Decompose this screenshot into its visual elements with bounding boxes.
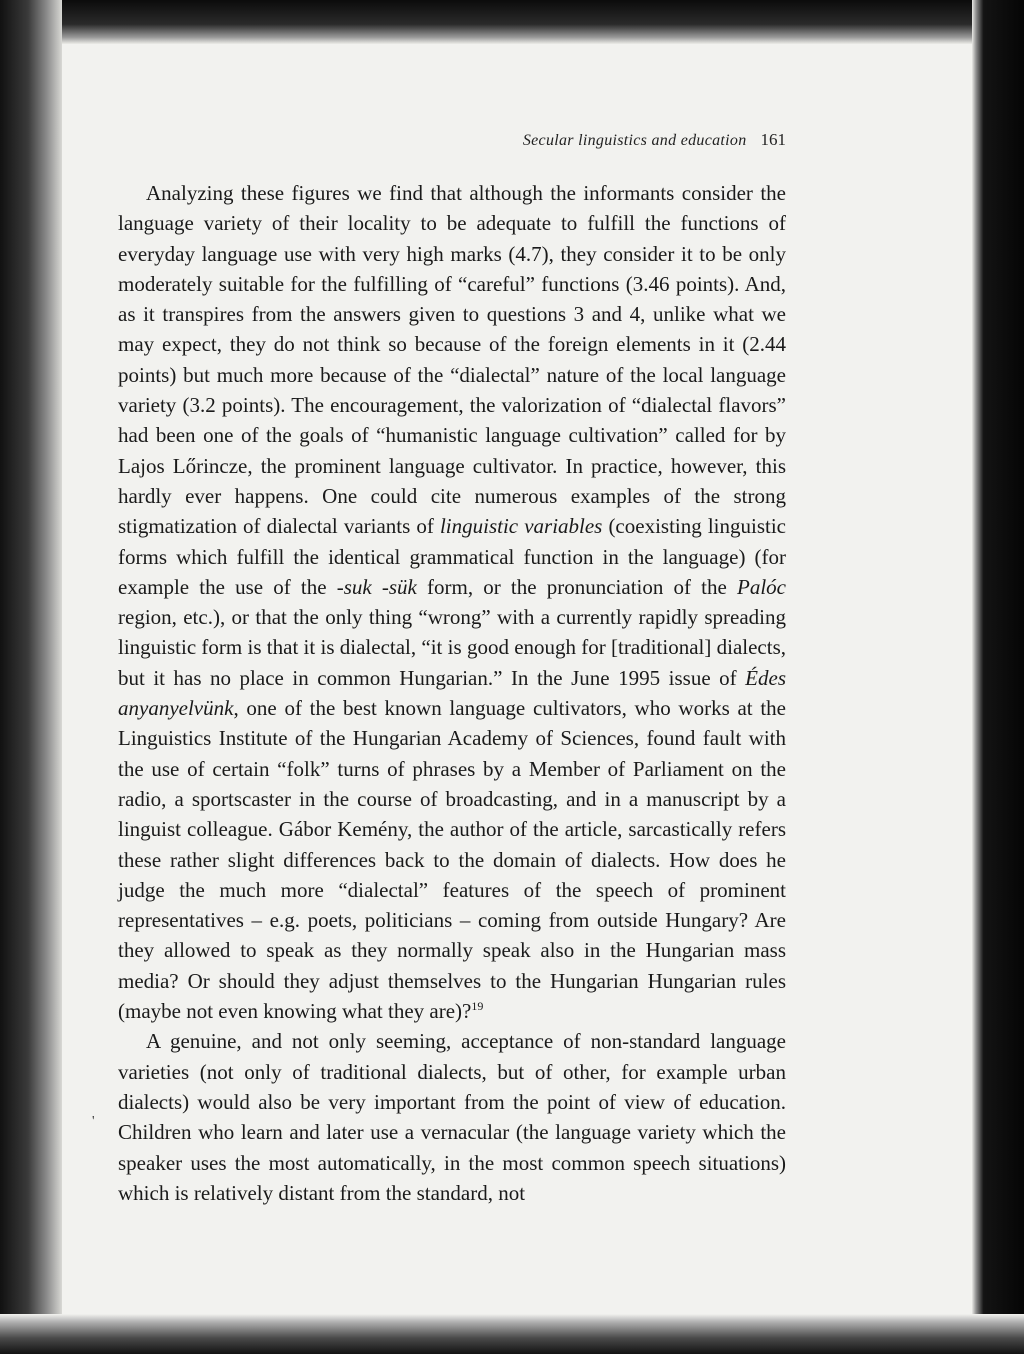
margin-mark: ': [92, 1114, 95, 1129]
text-run: (coexisting linguistic forms which fulfill the identical grammatical function in the language) (for example the use of the: [118, 514, 786, 599]
text-run: , one of the best known language cultivators, who works at the Linguistics Institute of the Hungarian Academy of Sciences, found fault with the use of certain “folk” turns of phrases by a Member of Parliament on the radio, a sportscaster in the course of broadcasting, and in a manuscript by a linguist colleague. Gábor Kemény, the author of the article, sarcastically refers these rather slight differences back to the domain of dialects. How does he judge the much more “dialectal” features of the speech of prominent representatives – e.g. poets, politicians – coming from outside Hungary? Are they allowed to speak as they normally speak also in the Hungarian mass media? Or should they adjust themselves to the Hungarian Hungarian rules (maybe not even knowing what they are)?: [118, 696, 786, 1024]
scan-left-edge: [0, 0, 62, 1354]
text-run: Analyzing these figures we find that although the informants consider the language variety of their locality to be adequate to fulfill the functions of everyday language use with very high marks (4.7), they consider it to be only moderately suitable for the fulfilling of “careful” functions (3.46 points). And, as it transpires from the answers given to questions 3 and 4, unlike what we may expect, they do not think so because of the foreign elements in it (2.44 points) but much more because of the “dialectal” nature of the local language variety (3.2 points). The encouragement, the valorization of “dialectal flavors” had been one of the goals of “humanistic language cultivation” called for by Lajos Lőrincze, the prominent language cultivator. In practice, however, this hardly ever happens. One could cite numerous examples of the strong stigmatization of dialectal variants of: [118, 181, 786, 539]
italic-text: linguistic variables: [439, 514, 603, 539]
italic-text: Palóc: [737, 574, 786, 599]
body-text: [118, 178, 786, 1208]
italic-text: Édes anyanyelvünk: [118, 665, 786, 721]
running-head-title: Secular linguistics and education: [522, 132, 747, 149]
paragraph: [118, 178, 786, 1026]
footnote-marker: 19: [471, 999, 484, 1014]
italic-text: -suk -sük: [336, 574, 417, 599]
running-head: [118, 130, 786, 160]
scan-right-edge: [972, 0, 1024, 1354]
scan-top-edge: [0, 0, 1024, 44]
paragraph: [118, 1026, 786, 1208]
text-run: form, or the pronunciation of the: [416, 574, 737, 599]
scan-bottom-edge: [0, 1314, 1024, 1354]
page-number: 161: [760, 130, 786, 149]
text-run: region, etc.), or that the only thing “wrong” with a currently rapidly spreading linguistic form is that it is dialectal, “it is good enough for [traditional] dialects, but it has no place in common Hungarian.” In the June 1995 issue of: [118, 605, 786, 690]
text-run: A genuine, and not only seeming, acceptance of non-standard language varieties (not only of traditional dialects, but of other, for example urban dialects) would also be very important from the point of view of education. Children who learn and later use a vernacular (the language variety which the speaker uses the most automatically, in the most common speech situations) which is relatively distant from the standard, not: [118, 1029, 786, 1205]
